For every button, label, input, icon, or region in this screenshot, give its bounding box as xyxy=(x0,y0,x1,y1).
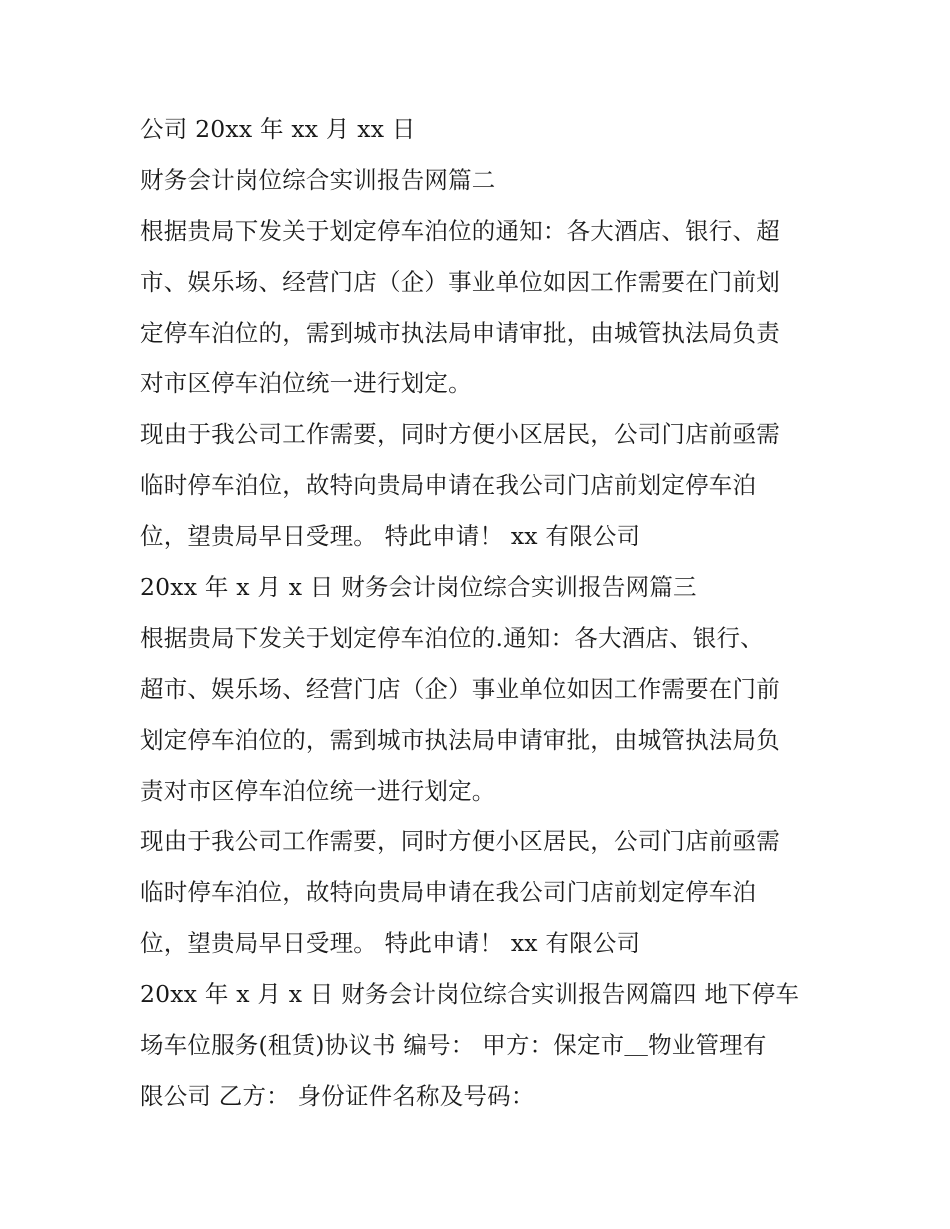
text-line: 临时停车泊位，故特向贵局申请在我公司门店前划定停车泊 xyxy=(140,878,757,907)
section-heading: 财务会计岗位综合实训报告网篇二 xyxy=(140,165,496,194)
text-line: 划定停车泊位的，需到城市执法局申请审批，由城管执法局负 xyxy=(140,725,780,754)
text-line: 定停车泊位的，需到城市执法局申请审批，由城管执法局负责 xyxy=(140,318,780,347)
text-line: 现由于我公司工作需要，同时方便小区居民，公司门店前亟需 xyxy=(140,420,780,449)
text-line: 20xx 年 x 月 x 日 财务会计岗位综合实训报告网篇四 地下停车 xyxy=(140,980,800,1009)
text-line: 位，望贵局早日受理。 特此申请！ xx 有限公司 xyxy=(140,929,641,958)
document-body xyxy=(140,104,830,1122)
text-line: 责对市区停车泊位统一进行划定。 xyxy=(140,776,496,805)
text-line: 根据贵局下发关于划定停车泊位的通知：各大酒店、银行、超 xyxy=(140,216,780,245)
text-line: 公司 20xx 年 xx 月 xx 日 xyxy=(140,115,416,143)
text-line: 对市区停车泊位统一进行划定。 xyxy=(140,369,472,398)
text-line: 场车位服务(租赁)协议书 编号： 甲方：保定市＿物业管理有 xyxy=(140,1031,767,1060)
text-line: 现由于我公司工作需要，同时方便小区居民，公司门店前亟需 xyxy=(140,827,780,856)
text-line: 超市、娱乐场、经营门店（企）事业单位如因工作需要在门前 xyxy=(140,674,780,703)
text-line: 位，望贵局早日受理。 特此申请！ xx 有限公司 xyxy=(140,522,641,551)
text-line: 根据贵局下发关于划定停车泊位的.通知：各大酒店、银行、 xyxy=(140,623,764,652)
text-line: 临时停车泊位，故特向贵局申请在我公司门店前划定停车泊 xyxy=(140,471,757,500)
text-line: 限公司 乙方： 身份证件名称及号码： xyxy=(140,1081,535,1110)
text-line: 20xx 年 x 月 x 日 财务会计岗位综合实训报告网篇三 xyxy=(140,573,697,602)
text-line: 市、娱乐场、经营门店（企）事业单位如因工作需要在门前划 xyxy=(140,267,780,296)
